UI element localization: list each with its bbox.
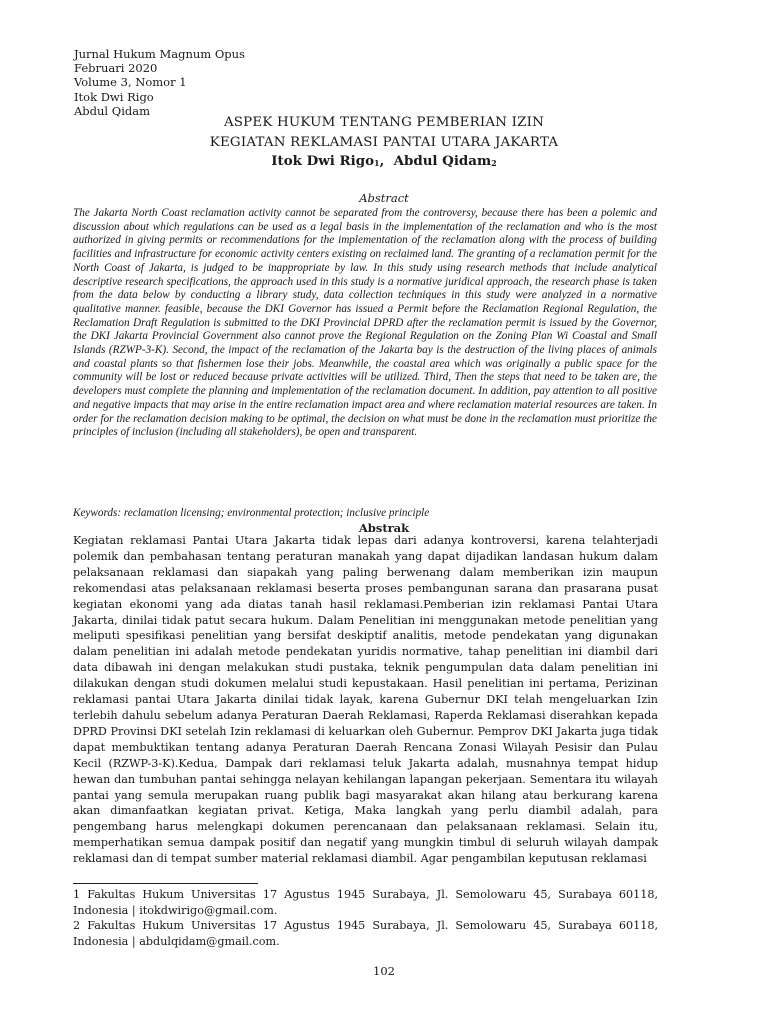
author-2-name: Abdul Qidam <box>393 153 492 169</box>
author-1-footnote-mark: 1 <box>374 158 380 168</box>
footnote-1: 1 Fakultas Hukum Universitas 17 Agustus 1945 Surabaya, Jl. Semolowaru 45, Surabaya 60118, Indonesia | itokdwirigo@gmail.com. <box>73 888 658 917</box>
keywords: Keywords: reclamation licensing; environmental protection; inclusive principle <box>73 507 430 519</box>
volume-number: Volume 3, Nomor 1 <box>74 75 187 90</box>
issue-date: Februari 2020 <box>74 61 158 76</box>
footnote-divider <box>73 883 258 884</box>
header-author-2: Abdul Qidam <box>74 103 150 118</box>
footnotes <box>73 887 658 949</box>
abstrak-heading: Abstrak <box>358 521 410 535</box>
journal-name: Jurnal Hukum Magnum Opus <box>74 47 245 61</box>
author-separator: , <box>379 153 394 169</box>
page-number: 102 <box>373 964 395 978</box>
author-1-name: Itok Dwi Rigo <box>271 153 374 169</box>
paper-title <box>0 113 768 153</box>
abstract-heading: Abstract <box>359 191 409 205</box>
header-author-1: Itok Dwi Rigo <box>74 89 154 104</box>
abstrak-indonesian-text: Kegiatan reklamasi Pantai Utara Jakarta tidak lepas dari adanya kontroversi, karena telahterjadi polemik dan pembahasan tentang peraturan manakah yang dapat dijadikan landasan hukum dalam pelaksanaan reklamasi dan siapakah yang paling berwenang dalam memberikan izin maupun rekomendasi atas pelaksanaan reklamasi beserta proses pembangunan sarana dan prasarana pusat kegiatan ekonomi yang ada diatas tanah hasil reklamasi.Pemberian izin reklamasi Pantai Utara Jakarta, dinilai tidak patut secara hukum. Dalam Penelitian ini menggunakan metode penelitian yang meliputi spesifikasi penelitian yang bersifat deskiptif analitis, metode pendekatan yang digunakan dalam penelitian ini adalah metode pendekatan yuridis normative, tahap penelitian ini diambil dari data dibawah ini dengan melakukan studi pustaka, teknik pengumpulan data dalam penelitian ini dilakukan dengan studi dokumen melalui studi kepustakaan. Hasil penelitian ini pertama, Perizinan reklamasi pantai Utara Jakarta dinilai tidak layak, karena Gubernur DKI telah mengeluarkan Izin terlebih dahulu sebelum adanya Peraturan Daerah Reklamasi, Raperda Reklamasi diserahkan kepada DPRD Provinsi DKI setelah Izin reklamasi di keluarkan oleh Gubernur. Pemprov DKI Jakarta juga tidak dapat membuktikan tentang adanya Peraturan Daerah Rencana Zonasi Wilayah Pesisir dan Pulau Kecil (RZWP-3-K).Kedua, Dampak dari reklamasi teluk Jakarta adalah, musnahnya tempat hidup hewan dan tumbuhan pantai sehingga nelayan kehilangan lapangan pekerjaan. Sementara itu wilayah pantai yang semula merupakan ruang publik bagi masyarakat akan hilang atau berkurang karena akan dimanfaatkan kegiatan privat. Ketiga, Maka langkah yang perlu diambil adalah, para pengembang harus melengkapi dokumen perencanaan dan pelaksanaan reklamasi. Selain itu, memperhatikan semua dampak positif dan negatif yang mungkin timbul di seluruh wilayah dampak reklamasi dan di tempat sumber material reklamasi diambil. Agar pengambilan keputusan reklamasi <box>73 534 658 866</box>
author-2-footnote-mark: 2 <box>491 158 497 168</box>
title-line-2: KEGIATAN REKLAMASI PANTAI UTARA JAKARTA <box>209 135 559 150</box>
title-line-1: ASPEK HUKUM TENTANG PEMBERIAN IZIN <box>223 115 545 130</box>
footnote-2: 2 Fakultas Hukum Universitas 17 Agustus 1945 Surabaya, Jl. Semolowaru 45, Surabaya 60118, Indonesia | abdulqidam@gmail.com. <box>73 919 658 948</box>
author-line <box>0 153 768 169</box>
running-header <box>74 47 245 118</box>
abstract-english-text: The Jakarta North Coast reclamation activity cannot be separated from the controversy, because there has been a polemic and discussion about which regulations can be used as a legal basis in the implementation of the reclamation and who is the most authorized in giving permits or recommendations for the implementation of the reclamation along with the process of building facilities and infrastructure for economic activity centers existing on reclaimed land. The granting of a reclamation permit for the North Coast of Jakarta, is judged to be inappropriate by law. In this study using research methods that include analytical descriptive research specifications, the approach used in this study is a normative juridical approach, the research phase is taken from the data below by conducting a library study, data collection techniques in this study were analyzed in a normative qualitative manner. feasible, because the DKI Governor has issued a Permit before the Reclamation Regional Regulation, the Reclamation Draft Regulation is submitted to the DKI Provincial DPRD after the reclamation permit is issued by the Governor, the DKI Jakarta Provincial Government also cannot prove the Regional Regulation on the Zoning Plan Wi Coastal and Small Islands (RZWP-3-K). Second, the impact of the reclamation of the Jakarta bay is the destruction of the living places of animals and coastal plants so that fishermen lose their jobs. Meanwhile, the coastal area which was originally a public space for the community will be lost or reduced because private activities will be utilized. Third, Then the steps that need to be taken are, the developers must complete the planning and implementation of the reclamation document. In addition, pay attention to all positive and negative impacts that may arise in the entire reclamation impact area and where reclamation material resources are taken. In order for the reclamation decision making to be optimal, the decision on what must be done in the reclamation must prioritize the principles of inclusion (including all stakeholders), be open and transparent. <box>73 207 657 439</box>
